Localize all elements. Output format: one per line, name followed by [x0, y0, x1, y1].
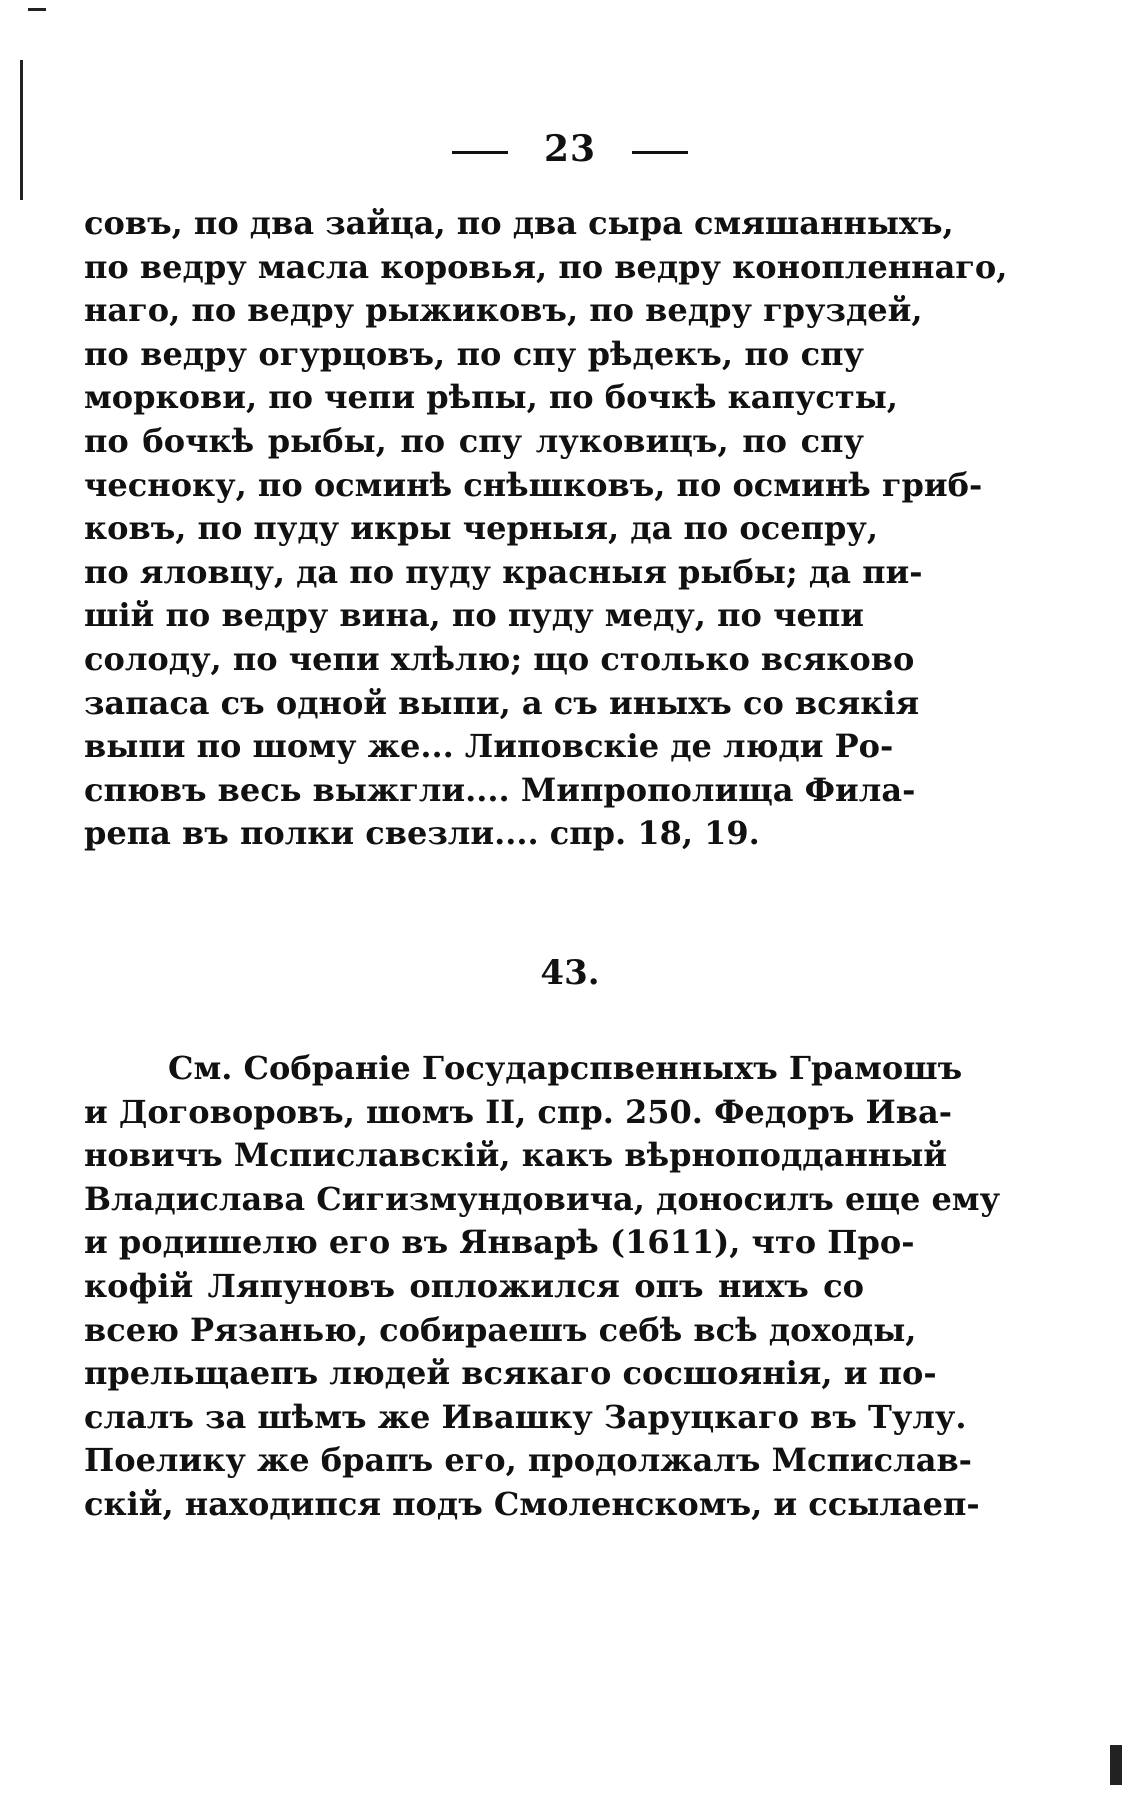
- text-line: слалъ за шѣмъ же Ивашку Заруцкаго въ Тулу.: [84, 1397, 967, 1436]
- text-line: и родишелю его въ Январѣ (1611), что Про-: [84, 1223, 915, 1262]
- text-line: всею Рязанью, собираешъ себѣ всѣ доходы,: [84, 1310, 917, 1349]
- text-line: скій, находипся подъ Смоленскомъ, и ссылаеп-: [84, 1484, 980, 1523]
- text-line: солоду, по чепи хлѣлю; що столько всяково: [84, 639, 915, 678]
- text-line: по ведру масла коровья, по ведру конопленнаго,: [84, 247, 1008, 286]
- page-header: [0, 128, 1140, 170]
- text-line: См. Собраніе Государспвенныхъ Грамошъ: [168, 1049, 963, 1087]
- text-line: новичъ Мспиславскій, какъ вѣрноподданный: [84, 1136, 948, 1175]
- paragraph-section-43: [84, 1047, 1001, 1527]
- text-line: по ведру огурцовъ, по спу рѣдекъ, по спу: [84, 334, 864, 373]
- section-number: 43.: [540, 953, 600, 993]
- text-line: моркови, по чепи рѣпы, по бочкѣ капусты,: [84, 378, 898, 417]
- text-line: наго, по ведру рыжиковъ, по ведру груздей,: [84, 291, 923, 330]
- page-number: 23: [543, 128, 597, 170]
- text-line: по яловцу, да по пуду красныя рыбы; да пи-: [84, 552, 923, 591]
- text-line: ковъ, по пуду икры черныя, да по осепру,: [84, 509, 879, 548]
- text-line: репа въ полки свезли.... спр. 18, 19.: [84, 814, 760, 853]
- text-line: Поелику же брапъ его, продолжалъ Мспислав-: [84, 1441, 972, 1480]
- header-dash-left: [452, 151, 508, 154]
- header-dash-right: [632, 151, 688, 154]
- text-line: прельщаепъ людей всякаго сосшоянія, и по-: [84, 1354, 937, 1393]
- text-line: запаса съ одной выпи, а съ иныхъ со всякія: [84, 683, 920, 722]
- text-line: по бочкѣ рыбы, по спу луковицъ, по спу: [84, 421, 864, 460]
- text-line: кофій Ляпуновъ опложился опъ нихъ со: [84, 1266, 864, 1305]
- scan-corner-mark: [1110, 1745, 1122, 1785]
- text-line: и Договоровъ, шомъ II, спр. 250. Федоръ Ива-: [84, 1092, 952, 1131]
- text-line: спювъ весь выжгли.... Мипрополища Фила-: [84, 770, 916, 809]
- scan-corner-mark: [28, 8, 46, 11]
- paragraph-continued: [84, 202, 1008, 856]
- text-line: Владислава Сигизмундовича, доносилъ еще ему: [84, 1179, 1001, 1218]
- text-line: чесноку, по осминѣ снѣшковъ, по осминѣ гриб-: [84, 465, 983, 504]
- text-line: выпи по шому же... Липовскіе де люди Ро-: [84, 727, 894, 766]
- text-line: совъ, по два зайца, по два сыра смяшанныхъ,: [84, 204, 954, 242]
- text-line: шій по ведру вина, по пуду меду, по чепи: [84, 596, 864, 635]
